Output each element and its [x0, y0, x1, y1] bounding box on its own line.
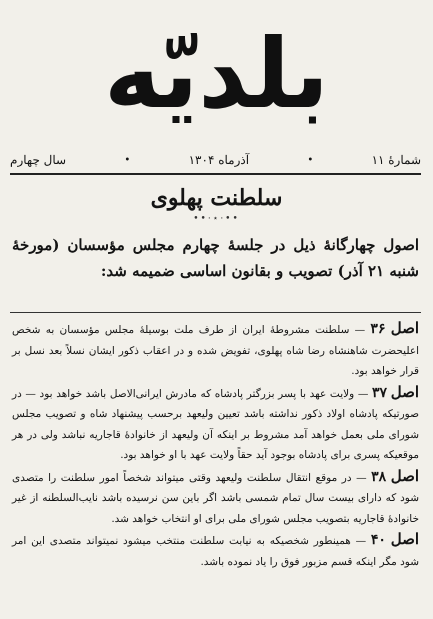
articles-body: [12, 318, 419, 572]
article-36: [12, 318, 419, 382]
issue-number: شمارهٔ ۱۱: [371, 153, 421, 167]
article-text: — ولایت عهد با پسر بزرگتر پادشاه که مادرش ایرانی‌الاصل باشد خواهد بود — در صورتیکه پادشاه اولاد ذکور نداشته باشد تعیین ولیعهد برحسب پیشنهاد شاه و تصویب مجلس شورای ملی بعمل خواهد آمد مشروط بر اینکه آن ولیعهد از خانوادهٔ قاجاریه نباشد ولی در هر موقعیکه پسری برای پادشاه بوجود آید حقاً ولایت عهد با او خواهد بود.: [12, 387, 419, 461]
article-label: اصل: [390, 530, 420, 548]
article-text: — همینطور شخصیکه به نیابت سلطنت منتخب میشود نمیتواند متصدی این امر شود مگر اینکه قسم مزبور فوق را یاد نموده باشد.: [12, 535, 419, 568]
article-number: ۴۰: [370, 532, 386, 548]
intro-paragraph: اصول چهارگانهٔ ذیل در جلسهٔ چهارم مجلس مؤسسان (مورخهٔ شنبه ۲۱ آذر) تصویب و بقانون اساسی ضمیمه شد:: [12, 236, 419, 280]
article-label: اصل: [390, 319, 420, 337]
article-40: [12, 529, 419, 572]
article-number: ۳۶: [370, 321, 386, 337]
article-label: اصل: [390, 382, 419, 401]
article-text: — سلطنت مشروطهٔ ایران از طرف ملت بوسیلهٔ مجلس مؤسسان به شخص اعلیحضرت شاهنشاه رضا شاه پهلوی، تفویض شده و در اعقاب ذکور ایشان نسلاً بعد نسل بر قرار خواهد بود.: [12, 324, 419, 377]
article-38: [12, 466, 419, 530]
separator-dot: •: [124, 154, 131, 166]
article-label: اصل: [390, 466, 420, 485]
issue-info-line: [10, 150, 421, 175]
title-ornament: ••·⋆·••: [193, 214, 240, 224]
article-37: [12, 382, 419, 466]
article-number: ۳۸: [371, 468, 387, 485]
separator-dot: •: [307, 154, 314, 166]
article-number: ۳۷: [372, 384, 388, 401]
issue-volume: سال چهارم: [10, 153, 67, 167]
issue-date: آذرماه ۱۳۰۴: [188, 153, 250, 167]
article-text: — در موقع انتقال سلطنت ولیعهد وقتی میتواند شخصاً امور سلطنت را متصدی شود که دارای بیست سال تمام شمسی باشد اگر باین سن نرسیده باشد نایب‌السلطنه از غیر خانوادهٔ قاجاریه بتصویب مجلس شورای ملی برای او انتخاب خواهد شد.: [12, 471, 419, 525]
masthead-title: بلدیّه: [104, 18, 329, 130]
divider: [10, 312, 421, 313]
section-title: سلطنت پهلوی: [150, 185, 283, 211]
